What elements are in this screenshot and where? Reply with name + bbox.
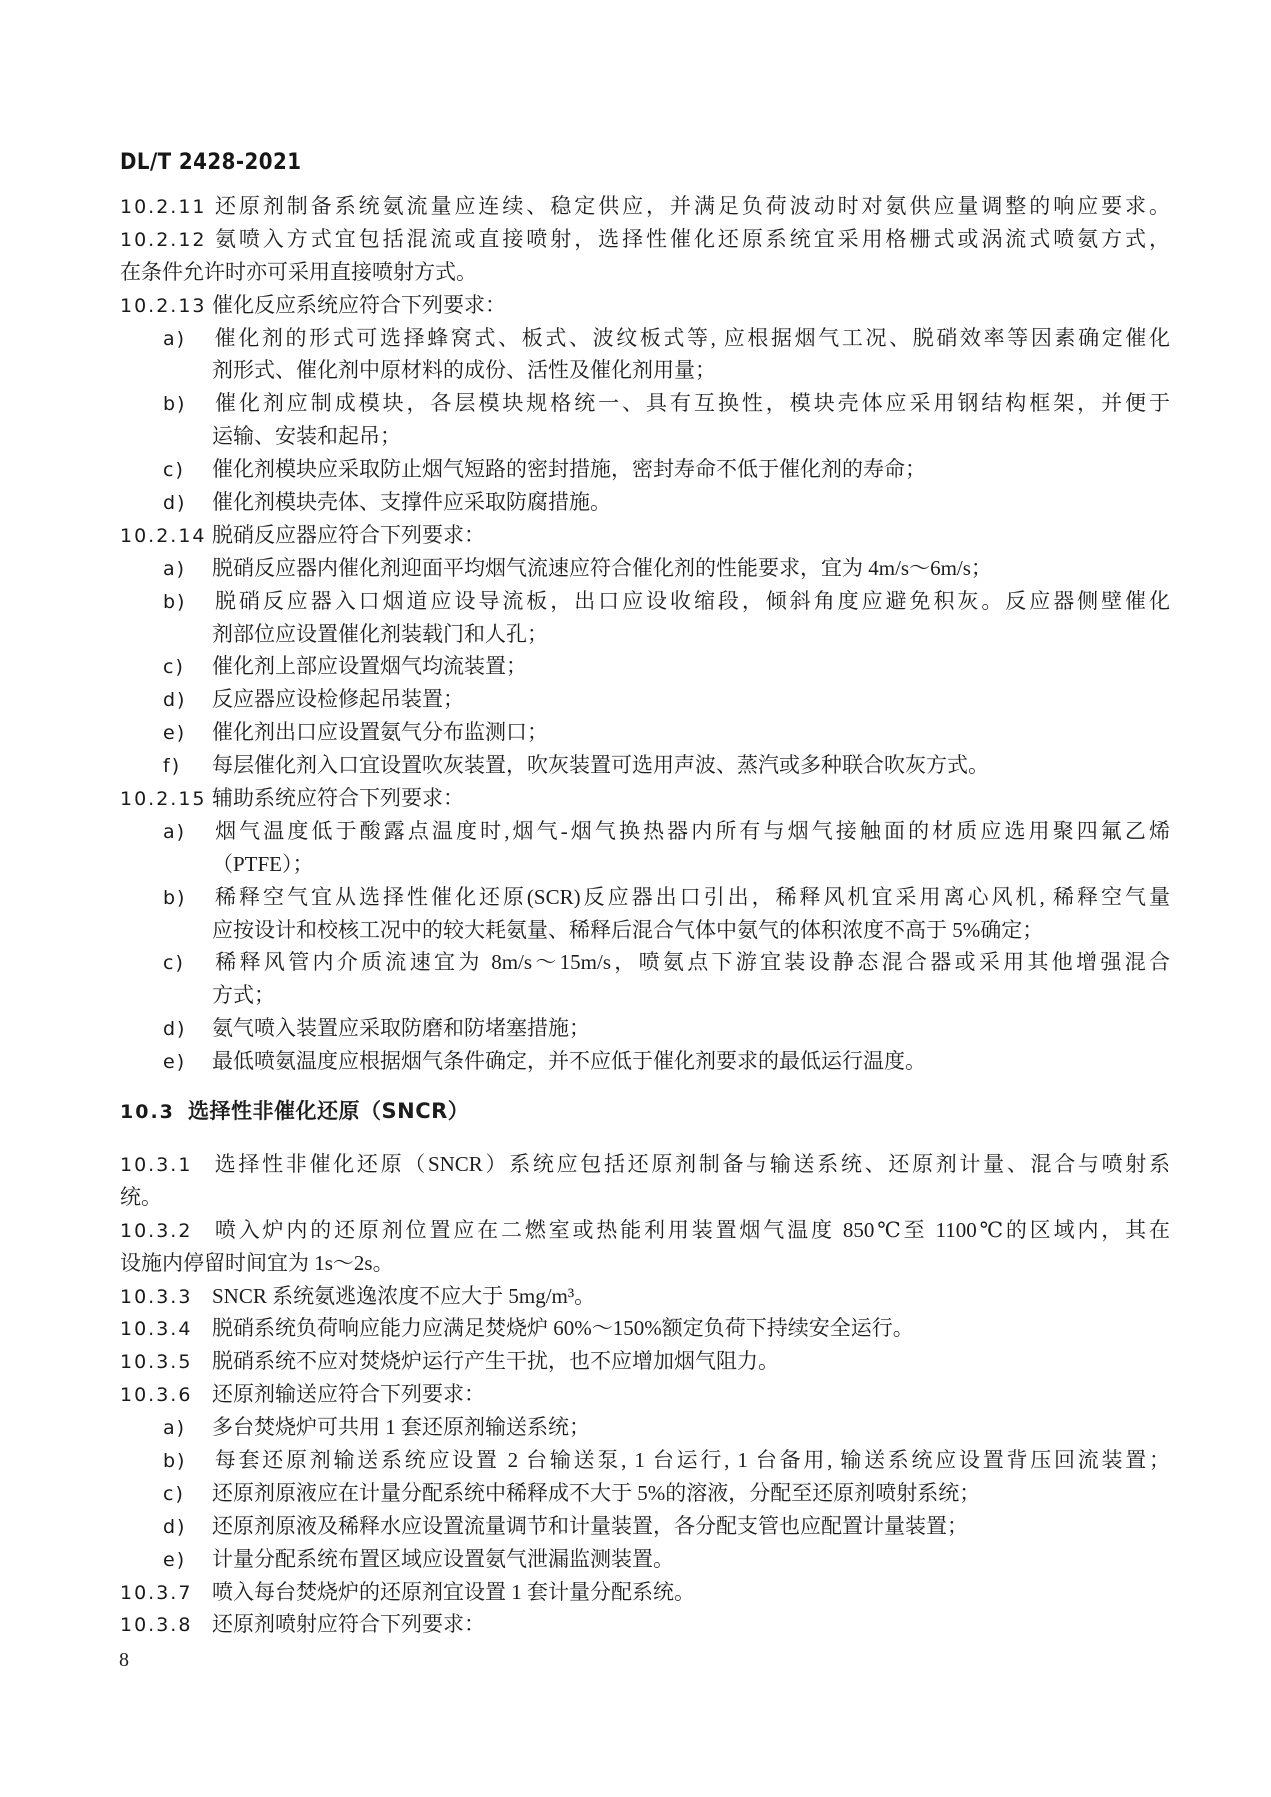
list-item-line (120, 1444, 1170, 1477)
list-item-line (120, 453, 1170, 486)
line-text: 设施内停留时间宜为 1s～2s。 (120, 1250, 394, 1275)
clause-number: 10.3 (120, 1101, 175, 1124)
list-letter: b) (163, 886, 187, 909)
line-text: 还原剂喷射应符合下列要求： (212, 1612, 485, 1637)
line-text: 脱硝反应器应符合下列要求： (212, 522, 485, 547)
list-letter: c) (163, 952, 185, 975)
list-letter: a) (163, 327, 187, 350)
clause-line (120, 782, 1170, 815)
clause-line (120, 519, 1170, 552)
continuation-line (120, 256, 1170, 289)
list-item-line (120, 1510, 1170, 1543)
line-text: 脱硝反应器入口烟道应设导流板，出口应设收缩段，倾斜角度应避免积灰。反应器侧壁催化 (212, 588, 1170, 613)
continuation-line (120, 1181, 1170, 1214)
list-item-line (120, 1543, 1170, 1576)
clause-line (120, 1280, 1170, 1313)
line-text: 氨喷入方式宜包括混流或直接喷射，选择性催化还原系统宜采用格栅式或涡流式喷氨方式， (212, 226, 1170, 251)
line-text: 脱硝系统不应对焚烧炉运行产生干扰，也不应增加烟气阻力。 (212, 1349, 779, 1374)
list-letter: a) (163, 557, 187, 580)
page-number: 8 (119, 1649, 129, 1671)
list-letter: c) (163, 1482, 185, 1505)
line-text: SNCR 系统氨逃逸浓度不应大于 5mg/m³。 (212, 1283, 596, 1308)
line-text: 催化剂的形式可选择蜂窝式、板式、波纹板式等, 应根据烟气工况、脱硝效率等因素确定催化 (212, 325, 1170, 350)
continuation-line (120, 1247, 1170, 1280)
continuation-line (120, 979, 1170, 1012)
line-text: 喷入炉内的还原剂位置应在二燃室或热能利用装置烟气温度 850℃至 1100℃的区域内，其在 (212, 1217, 1170, 1242)
list-item-line (120, 1012, 1170, 1045)
continuation-line (120, 420, 1170, 453)
line-text: 催化剂出口应设置氨气分布监测口； (212, 720, 548, 745)
list-item-line (120, 322, 1170, 355)
list-item-line (120, 650, 1170, 683)
list-letter: d) (163, 689, 187, 712)
clause-line (120, 1148, 1170, 1181)
line-text: 每套还原剂输送系统应设置 2 台输送泵, 1 台运行, 1 台备用, 输送系统应设置背压回流装置； (212, 1447, 1170, 1472)
list-letter: e) (163, 722, 187, 745)
line-text: 反应器应设检修起吊装置； (212, 687, 464, 712)
document-body (120, 190, 1170, 1641)
continuation-line (120, 618, 1170, 651)
line-text: 每层催化剂入口宜设置吹灰装置，吹灰装置可选用声波、蒸汽或多种联合吹灰方式。 (212, 753, 989, 778)
line-text: 稀释风管内介质流速宜为 8m/s～15m/s，喷氨点下游宜装设静态混合器或采用其他增强混合 (212, 950, 1170, 975)
line-text: 催化剂应制成模块，各层模块规格统一、具有互换性，模块壳体应采用钢结构框架，并便于 (212, 391, 1170, 416)
list-item-line (120, 1477, 1170, 1510)
list-item-line (120, 387, 1170, 420)
list-item-line (120, 486, 1170, 519)
list-letter: d) (163, 1018, 187, 1041)
line-text: 运输、安装和起吊； (212, 424, 401, 449)
clause-line (120, 190, 1170, 223)
line-text: 烟气温度低于酸露点温度时,烟气-烟气换热器内所有与烟气接触面的材质应选用聚四氟乙烯 (212, 818, 1170, 843)
clause-number: 10.3.2 (120, 1219, 193, 1242)
line-text: 选择性非催化还原（SNCR）系统应包括还原剂制备与输送系统、还原剂计量、混合与喷射系 (212, 1151, 1170, 1176)
line-text: 还原剂原液及稀释水应设置流量调节和计量装置，各分配支管也应配置计量装置； (212, 1513, 968, 1538)
list-letter: f) (163, 755, 182, 778)
line-text: 催化剂模块壳体、支撑件应采取防腐措施。 (212, 490, 611, 515)
clause-line (120, 1214, 1170, 1247)
clause-number: 10.3.4 (120, 1318, 193, 1341)
clause-line (120, 1378, 1170, 1411)
clause-number: 10.3.1 (120, 1153, 193, 1176)
continuation-line (120, 354, 1170, 387)
list-item-line (120, 749, 1170, 782)
line-text: 多台焚烧炉可共用 1 套还原剂输送系统； (212, 1415, 590, 1440)
list-letter: a) (163, 1417, 187, 1440)
line-text: 喷入每台焚烧炉的还原剂宜设置 1 套计量分配系统。 (212, 1579, 695, 1604)
section-heading (120, 1095, 1170, 1128)
clause-number: 10.3.5 (120, 1351, 193, 1374)
continuation-line (120, 914, 1170, 947)
clause-number: 10.2.11 (120, 196, 207, 218)
clause-number: 10.2.14 (120, 524, 207, 547)
line-text: 催化反应系统应符合下列要求： (212, 292, 506, 317)
clause-number: 10.3.3 (120, 1285, 193, 1308)
clause-number: 10.2.13 (120, 294, 207, 317)
line-text: 剂部位应设置催化剂装载门和人孔； (212, 621, 548, 646)
list-letter: e) (163, 1051, 187, 1074)
line-text: （PTFE）； (212, 851, 314, 876)
line-text: 脱硝反应器内催化剂迎面平均烟气流速应符合催化剂的性能要求，宜为 4m/s～6m/s； (212, 555, 992, 580)
clause-number: 10.2.12 (120, 228, 207, 251)
line-text: 最低喷氨温度应根据烟气条件确定，并不应低于催化剂要求的最低运行温度。 (212, 1049, 926, 1074)
line-text: 选择性非催化还原（SNCR） (188, 1099, 470, 1124)
line-text: 统。 (120, 1184, 162, 1209)
clause-line (120, 1608, 1170, 1641)
list-letter: c) (163, 459, 185, 482)
clause-line (120, 1312, 1170, 1345)
list-letter: e) (163, 1548, 187, 1571)
clause-number: 10.3.6 (120, 1384, 193, 1407)
list-letter: a) (163, 820, 187, 843)
line-text: 方式； (212, 983, 275, 1008)
list-letter: b) (163, 590, 187, 613)
clause-number: 10.2.15 (120, 788, 207, 811)
standard-code-header: DL/T 2428-2021 (120, 150, 302, 175)
list-item-line (120, 1411, 1170, 1444)
clause-number: 10.3.7 (120, 1581, 193, 1604)
clause-line (120, 1576, 1170, 1609)
line-text: 氨气喷入装置应采取防磨和防堵塞措施； (212, 1016, 590, 1041)
list-letter: d) (163, 492, 187, 515)
line-text: 催化剂上部应设置烟气均流装置； (212, 654, 527, 679)
list-item-line (120, 585, 1170, 618)
clause-line (120, 289, 1170, 322)
list-item-line (120, 881, 1170, 914)
line-text: 脱硝系统负荷响应能力应满足焚烧炉 60%～150%额定负荷下持续安全运行。 (212, 1316, 914, 1341)
list-item-line (120, 815, 1170, 848)
list-letter: b) (163, 393, 187, 416)
list-letter: c) (163, 656, 185, 679)
list-letter: b) (163, 1449, 187, 1472)
line-text: 还原剂制备系统氨流量应连续、稳定供应，并满足负荷波动时对氨供应量调整的响应要求。 (212, 194, 1170, 218)
clause-number: 10.3.8 (120, 1614, 193, 1637)
list-item-line (120, 946, 1170, 979)
list-item-line (120, 716, 1170, 749)
continuation-line (120, 848, 1170, 881)
line-text: 还原剂输送应符合下列要求： (212, 1382, 485, 1407)
list-item-line (120, 1045, 1170, 1078)
clause-line (120, 1345, 1170, 1378)
line-text: 辅助系统应符合下列要求： (212, 786, 464, 811)
clause-line (120, 223, 1170, 256)
line-text: 应按设计和校核工况中的较大耗氨量、稀释后混合气体中氨气的体积浓度不高于 5%确定； (212, 917, 1044, 942)
list-letter: d) (163, 1515, 187, 1538)
list-item-line (120, 552, 1170, 585)
line-text: 剂形式、催化剂中原材料的成份、活性及催化剂用量； (212, 358, 716, 383)
list-item-line (120, 683, 1170, 716)
line-text: 催化剂模块应采取防止烟气短路的密封措施，密封寿命不低于催化剂的寿命； (212, 457, 926, 482)
line-text: 还原剂原液应在计量分配系统中稀释成不大于 5%的溶液，分配至还原剂喷射系统； (212, 1480, 981, 1505)
line-text: 稀释空气宜从选择性催化还原(SCR)反应器出口引出，稀释风机宜采用离心风机, 稀释空气量 (212, 884, 1170, 909)
line-text: 在条件允许时亦可采用直接喷射方式。 (120, 259, 477, 284)
line-text: 计量分配系统布置区域应设置氨气泄漏监测装置。 (212, 1546, 674, 1571)
